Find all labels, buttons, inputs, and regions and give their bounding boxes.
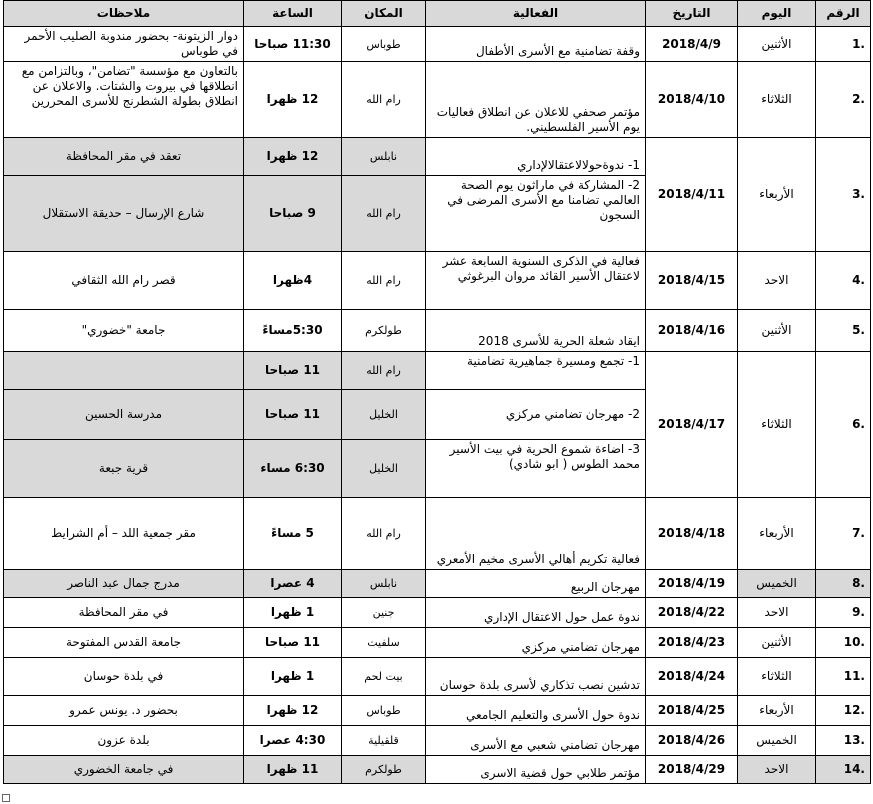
table-row — [4, 352, 871, 390]
row-time: 5 مساءً — [244, 498, 342, 570]
row-place: رام الله — [342, 252, 426, 310]
row-time: 12 ظهرا — [244, 138, 342, 176]
row-day: الاحد — [738, 252, 816, 310]
row-place: رام الله — [342, 62, 426, 138]
row-place: طوباس — [342, 27, 426, 62]
row-date: 2018/4/9 — [646, 27, 738, 62]
row-place: جنين — [342, 598, 426, 628]
row-time: 1 ظهرا — [244, 658, 342, 696]
table-row — [4, 726, 871, 756]
row-notes — [4, 352, 244, 390]
row-num: 8. — [816, 570, 871, 598]
row-place: قلقيلية — [342, 726, 426, 756]
row-num: 10. — [816, 628, 871, 658]
row-date: 2018/4/11 — [646, 138, 738, 252]
row-day: الثلاثاء — [738, 62, 816, 138]
row-notes: مدرسة الحسين — [4, 390, 244, 440]
row-place: نابلس — [342, 570, 426, 598]
row-day: الأربعاء — [738, 696, 816, 726]
row-date: 2018/4/10 — [646, 62, 738, 138]
row-notes: بحضور د. يونس عمرو — [4, 696, 244, 726]
row-num: 13. — [816, 726, 871, 756]
row-date: 2018/4/17 — [646, 352, 738, 498]
row-notes: في مقر المحافظة — [4, 598, 244, 628]
header-num: الرقم — [816, 1, 871, 27]
row-notes: شارع الإرسال – حديقة الاستقلال — [4, 176, 244, 252]
row-time: 11 ظهرا — [244, 756, 342, 784]
header-time: الساعة — [244, 1, 342, 27]
header-notes: ملاحظات — [4, 1, 244, 27]
row-activity: 2- المشاركة في ماراثون يوم الصحة العالمي تضامنا مع الأسرى المرضى في السجون — [426, 176, 646, 252]
row-date: 2018/4/29 — [646, 756, 738, 784]
row-time: 6:30 مساء — [244, 440, 342, 498]
row-notes: جامعة "خضوري" — [4, 310, 244, 352]
row-place: بيت لحم — [342, 658, 426, 696]
row-date: 2018/4/25 — [646, 696, 738, 726]
header-row — [4, 1, 871, 27]
row-notes: بلدة عزون — [4, 726, 244, 756]
row-day: الخميس — [738, 726, 816, 756]
table-row — [4, 658, 871, 696]
table-row — [4, 570, 871, 598]
row-notes: في جامعة الخضوري — [4, 756, 244, 784]
row-notes: قصر رام الله الثقافي — [4, 252, 244, 310]
row-time: 1 ظهرا — [244, 598, 342, 628]
row-num: 2. — [816, 62, 871, 138]
row-num: 7. — [816, 498, 871, 570]
paragraph-mark — [2, 794, 10, 802]
table-row — [4, 696, 871, 726]
row-activity: ندوة عمل حول الاعتقال الإداري — [426, 598, 646, 628]
row-num: 6. — [816, 352, 871, 498]
row-activity: ايقاد شعلة الحرية للأسرى 2018 — [426, 310, 646, 352]
row-date: 2018/4/19 — [646, 570, 738, 598]
row-date: 2018/4/18 — [646, 498, 738, 570]
row-time: 4 عصرا — [244, 570, 342, 598]
row-activity: 2- مهرجان تضامني مركزي — [426, 390, 646, 440]
schedule-table — [3, 0, 871, 784]
row-day: الأثنين — [738, 310, 816, 352]
row-activity: 1- ندوةحولالاعتقالالإداري — [426, 138, 646, 176]
row-num: 12. — [816, 696, 871, 726]
row-notes: جامعة القدس المفتوحة — [4, 628, 244, 658]
row-day: الخميس — [738, 570, 816, 598]
row-activity: مهرجان تضامني مركزي — [426, 628, 646, 658]
row-day: الاحد — [738, 598, 816, 628]
row-place: الخليل — [342, 440, 426, 498]
row-time: 12 ظهرا — [244, 696, 342, 726]
row-num: 4. — [816, 252, 871, 310]
row-time: 5:30مساءً — [244, 310, 342, 352]
row-place: رام الله — [342, 498, 426, 570]
row-time: 9 صباحا — [244, 176, 342, 252]
row-num: 3. — [816, 138, 871, 252]
row-notes: مقر جمعية اللد – أم الشرايط — [4, 498, 244, 570]
table-row — [4, 598, 871, 628]
row-place: نابلس — [342, 138, 426, 176]
row-num: 11. — [816, 658, 871, 696]
header-day: اليوم — [738, 1, 816, 27]
row-notes: تعقد في مقر المحافظة — [4, 138, 244, 176]
table-row — [4, 310, 871, 352]
table-row — [4, 62, 871, 138]
row-time: 4ظهرا — [244, 252, 342, 310]
table-row — [4, 498, 871, 570]
header-activity: الفعالية — [426, 1, 646, 27]
row-activity: مهرجان تضامني شعبي مع الأسرى — [426, 726, 646, 756]
row-place: الخليل — [342, 390, 426, 440]
header-date: التاريخ — [646, 1, 738, 27]
row-num: 1. — [816, 27, 871, 62]
row-day: الثلاثاء — [738, 352, 816, 498]
row-activity: 1- تجمع ومسيرة جماهيرية تضامنية — [426, 352, 646, 390]
row-time: 11:30 صباحا — [244, 27, 342, 62]
table-row — [4, 756, 871, 784]
row-date: 2018/4/23 — [646, 628, 738, 658]
row-day: الأربعاء — [738, 138, 816, 252]
row-place: رام الله — [342, 352, 426, 390]
row-activity: مؤتمر طلابي حول قضية الاسرى — [426, 756, 646, 784]
row-activity: وقفة تضامنية مع الأسرى الأطفال — [426, 27, 646, 62]
table-row — [4, 628, 871, 658]
row-place: سلفيت — [342, 628, 426, 658]
row-activity: تدشين نصب تذكاري لأسرى بلدة حوسان — [426, 658, 646, 696]
row-date: 2018/4/24 — [646, 658, 738, 696]
row-activity: مؤتمر صحفي للاعلان عن انطلاق فعاليات يوم الأسير الفلسطيني. — [426, 62, 646, 138]
row-time: 4:30 عصرا — [244, 726, 342, 756]
row-notes: مدرج جمال عبد الناصر — [4, 570, 244, 598]
row-place: رام الله — [342, 176, 426, 252]
row-date: 2018/4/22 — [646, 598, 738, 628]
row-date: 2018/4/16 — [646, 310, 738, 352]
row-time: 11 صباحا — [244, 390, 342, 440]
row-day: الأربعاء — [738, 498, 816, 570]
row-day: الاحد — [738, 756, 816, 784]
row-notes: بالتعاون مع مؤسسة "تضامن"، وبالتزامن مع انطلاقها في بيروت والشتات. والاعلان عن انطلاق بطولة الشطرنج للأسرى المحررين — [4, 62, 244, 138]
row-place: طولكرم — [342, 756, 426, 784]
table-row — [4, 252, 871, 310]
row-time: 12 ظهرا — [244, 62, 342, 138]
row-activity: فعالية تكريم أهالي الأسرى مخيم الأمعري — [426, 498, 646, 570]
row-activity: 3- اضاءة شموع الحرية في بيت الأسير محمد الطوس ( ابو شادي) — [426, 440, 646, 498]
table-row — [4, 138, 871, 176]
row-activity: مهرجان الربيع — [426, 570, 646, 598]
row-date: 2018/4/15 — [646, 252, 738, 310]
row-notes: دوار الزيتونة- بحضور مندوبة الصليب الأحمر في طوباس — [4, 27, 244, 62]
row-notes: قرية جبعة — [4, 440, 244, 498]
row-notes: في بلدة حوسان — [4, 658, 244, 696]
row-day: الأثنين — [738, 628, 816, 658]
row-activity: فعالية في الذكرى السنوية السابعة عشر لاعتقال الأسير القائد مروان البرغوثي — [426, 252, 646, 310]
row-activity: ندوة حول الأسرى والتعليم الجامعي — [426, 696, 646, 726]
row-place: طولكرم — [342, 310, 426, 352]
row-num: 5. — [816, 310, 871, 352]
row-day: الأثنين — [738, 27, 816, 62]
row-place: طوباس — [342, 696, 426, 726]
row-num: 14. — [816, 756, 871, 784]
row-time: 11 صباحا — [244, 352, 342, 390]
table-row — [4, 27, 871, 62]
row-date: 2018/4/26 — [646, 726, 738, 756]
row-time: 11 صباحا — [244, 628, 342, 658]
row-day: الثلاثاء — [738, 658, 816, 696]
row-num: 9. — [816, 598, 871, 628]
header-place: المكان — [342, 1, 426, 27]
